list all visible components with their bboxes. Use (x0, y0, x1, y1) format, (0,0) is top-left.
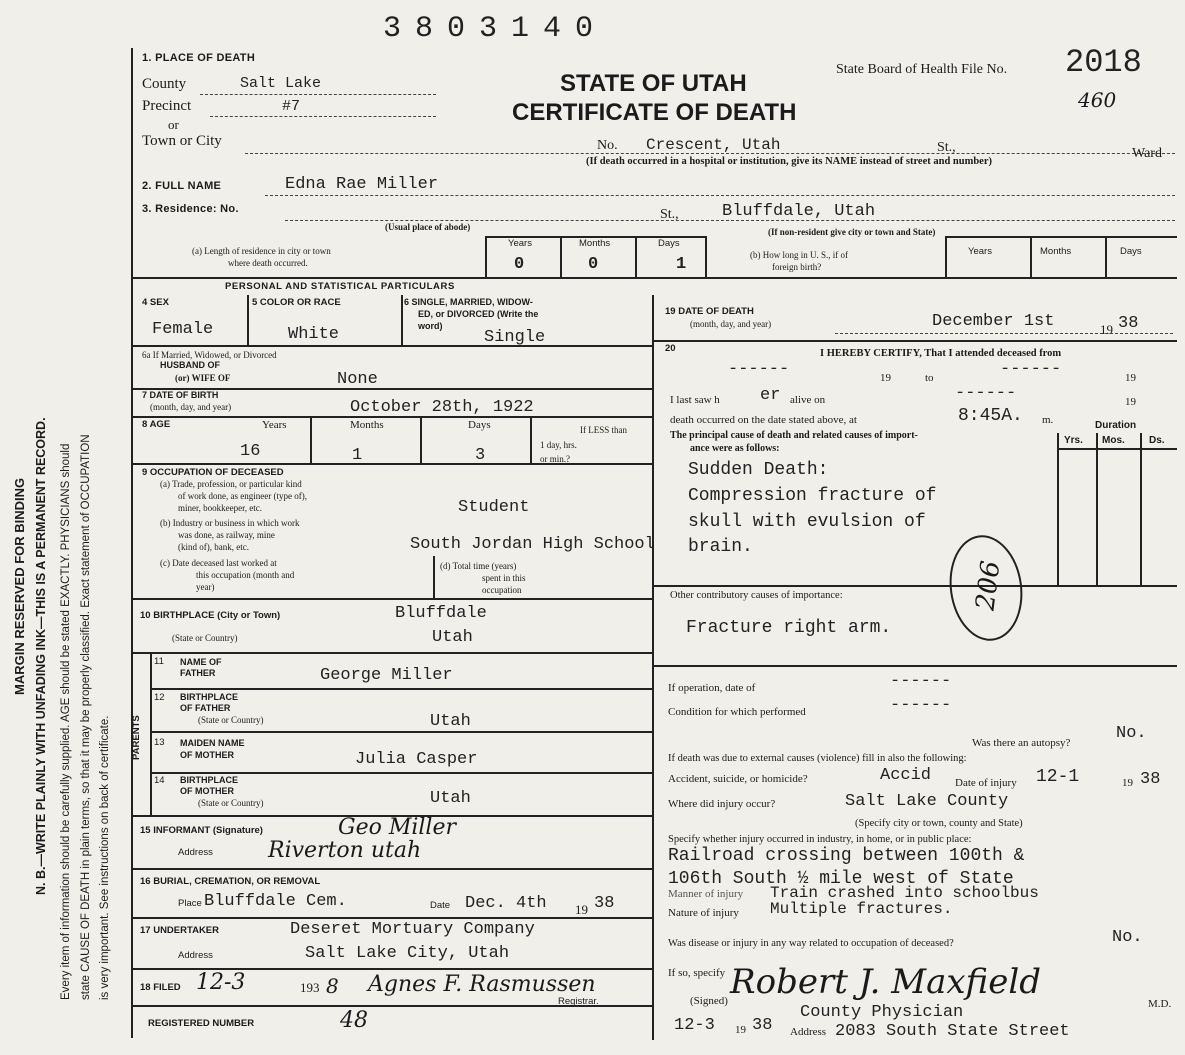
mother-birthplace: Utah (430, 789, 471, 808)
dob-label-a: 7 DATE OF BIRTH (142, 390, 219, 400)
town-no-label: No. (597, 138, 618, 153)
right-row-causes (652, 585, 1177, 587)
physician-title: County Physician (800, 1003, 964, 1022)
marital-value: Single (484, 328, 546, 347)
contrib-label: Other contributory causes of importance: (670, 590, 843, 601)
spouse-label-b: HUSBAND OF (160, 360, 220, 370)
residence-value: Bluffdale, Utah (722, 202, 876, 221)
residence-box-4 (705, 236, 707, 277)
margin-binding-note: MARGIN RESERVED FOR BINDING (12, 477, 27, 695)
left-row-age (131, 463, 652, 465)
outer-left-border (131, 48, 133, 1038)
industry-label-a: (b) Industry or business in which work (160, 518, 300, 528)
mother-label-b: OF MOTHER (180, 750, 234, 760)
mbp-label-a: BIRTHPLACE (180, 775, 238, 785)
operation-label: If operation, date of (668, 682, 756, 694)
res-days: 1 (676, 255, 687, 274)
spouse-value: None (337, 370, 378, 389)
burial-place-label: Place (178, 898, 202, 909)
age-months-label: Months (350, 419, 384, 431)
dob-label-b: (month, day, and year) (150, 402, 232, 412)
mother-value: Julia Casper (355, 750, 478, 769)
death-time: 8:45A. (958, 406, 1023, 426)
death-at-label: death occurred on the date stated above, at (670, 414, 857, 426)
right-row-contrib (652, 665, 1177, 667)
last-worked-c: year) (196, 582, 215, 592)
or-label: or (168, 117, 179, 132)
operation-value: ------ (890, 672, 952, 691)
nonres-note: (If non-resident give city or town and State) (768, 227, 936, 237)
duration-yrs: Yrs. (1064, 435, 1083, 446)
center-divider (652, 295, 654, 1040)
informant-label: 15 INFORMANT (Signature) (140, 825, 263, 836)
state-title: STATE OF UTAH (560, 70, 747, 97)
injury-year-prefix: 19 (1122, 777, 1133, 789)
nature-label: Nature of injury (668, 907, 739, 919)
file-number: 2018 (1065, 44, 1142, 81)
duration-col-3 (1140, 433, 1142, 585)
autopsy-label: Was there an autopsy? (972, 737, 1071, 749)
where-value: Salt Lake County (845, 792, 1009, 811)
signed-label: (Signed) (690, 995, 728, 1007)
dod-year-prefix: 19 (1100, 322, 1113, 337)
accident-label: Accident, suicide, or homicide? (668, 773, 808, 785)
burial-year-prefix: 19 (575, 902, 588, 917)
burial-label: 16 BURIAL, CREMATION, OR REMOVAL (140, 876, 321, 887)
sex-label: 4 SEX (142, 297, 169, 308)
injury-date: 12-1 (1036, 767, 1080, 787)
foreign-months-label: Months (1040, 246, 1072, 257)
county-line (200, 94, 436, 95)
if-so-label: If so, specify (668, 967, 726, 979)
circled-code-text: 206 (970, 559, 1007, 613)
circled-code (943, 531, 1029, 646)
personal-top-rule (131, 277, 1177, 279)
undertaker-label: 17 UNDERTAKER (140, 925, 220, 936)
less-label-b: 1 day, hrs. (540, 440, 577, 450)
residence-st-label: St., (660, 207, 679, 222)
attended-to: to (925, 372, 934, 384)
last-worked-b: this occupation (month and (196, 570, 295, 580)
marital-label-c: word) (418, 321, 443, 331)
county-value: Salt Lake (240, 75, 322, 92)
town-label: Town or City (142, 133, 222, 149)
age-col-1 (310, 416, 312, 463)
accident-value: Accid (880, 766, 932, 785)
less-label-c: or min.? (540, 454, 570, 464)
file-sub-number: 460 (1078, 88, 1117, 112)
birthplace-city: Bluffdale (395, 604, 487, 623)
age-years-label: Years (262, 419, 287, 431)
occupation-label-a: 9 OCCUPATION OF DECEASED (142, 467, 284, 478)
residence-box-1 (485, 236, 487, 277)
undertaker-address: Salt Lake City, Utah (305, 944, 510, 963)
full-name-value: Edna Rae Miller (285, 175, 439, 194)
mbp-label-c: (State or Country) (198, 798, 264, 808)
left-row-burial (131, 917, 652, 919)
sex-value: Female (152, 320, 214, 339)
race-label: 5 COLOR OR RACE (252, 297, 341, 308)
dod-value: December 1st (932, 312, 1055, 331)
attended-to-value: ------ (1000, 360, 1062, 379)
foreign-box-1 (945, 236, 947, 277)
precinct-value: #7 (282, 98, 301, 115)
left-row-birthplace (131, 652, 652, 654)
fbp-label-a: BIRTHPLACE (180, 692, 238, 702)
age-days-label: Days (468, 419, 491, 431)
physician-address: 2083 South State Street (835, 1022, 1070, 1041)
external-label: If death was due to external causes (violence) fill in also the following: (668, 753, 967, 764)
town-value: Crescent, Utah (646, 136, 781, 154)
contrib-value: Fracture right arm. (686, 618, 892, 638)
duration-label: Duration (1095, 420, 1137, 431)
res-years-label: Years (508, 238, 532, 249)
margin-ink-note: N. B.—WRITE PLAINLY WITH UNFADING INK—THIS IS A PERMANENT RECORD. (34, 417, 48, 895)
occ-related-label: Was disease or injury in any way related to occupation of deceased? (668, 938, 954, 949)
foreign-years-label: Years (968, 246, 992, 257)
manner-value: Train crashed into schoolbus (770, 884, 1039, 902)
parents-column (150, 652, 152, 815)
cause-line-1: Sudden Death: (688, 460, 829, 480)
foreign-label-b: foreign birth? (772, 262, 822, 272)
parents-vertical-label: PARENTS (131, 715, 142, 760)
dod-label-b: (month, day, and year) (690, 319, 772, 329)
cause-line-2: Compression fracture of (688, 486, 937, 506)
marital-label-b: ED, or DIVORCED (Write the (418, 309, 539, 319)
left-row-informant (131, 868, 652, 870)
condition-value: ------ (890, 696, 952, 715)
registrar-signature: Agnes F. Rasmussen (368, 972, 596, 997)
marital-label-a: 6 SINGLE, MARRIED, WIDOW- (404, 297, 533, 307)
serial-number: 3803140 (383, 12, 608, 46)
residence-box-3 (635, 236, 637, 277)
registered-number: 48 (340, 1008, 368, 1033)
fbp-label-c: (State or Country) (198, 715, 264, 725)
age-months: 1 (352, 446, 363, 465)
dod-label-a: 19 DATE OF DEATH (665, 306, 754, 317)
duration-ds: Ds. (1149, 435, 1165, 446)
informant-address: Riverton utah (268, 838, 422, 863)
specify-label: Specify whether injury occurred in industry, in home, or in public place: (668, 834, 972, 845)
residence-label: 3. Residence: No. (142, 203, 239, 215)
where-label: Where did injury occur? (668, 798, 776, 810)
place-section-label: 1. PLACE OF DEATH (142, 52, 256, 64)
precinct-line (210, 116, 436, 117)
burial-year: 38 (594, 894, 615, 913)
margin-instructions-2: state CAUSE OF DEATH in plain terms, so that it may be properly classified. Exact statement of OCCUPATION (80, 434, 92, 1000)
undertaker-name: Deseret Mortuary Company (290, 920, 535, 939)
industry-label-c: (kind of), bank, etc. (178, 542, 249, 552)
undertaker-address-label: Address (178, 950, 213, 961)
left-row-sex (131, 345, 652, 347)
condition-label: Condition for which performed (668, 706, 806, 718)
res-months: 0 (588, 255, 599, 274)
town-line (245, 153, 1175, 154)
manner-label: Manner of injury (668, 888, 744, 900)
injury-place-2: 106th South ½ mile west of State (668, 869, 1014, 889)
left-row-occ (131, 598, 652, 600)
occupation-label-c: of work done, as engineer (type of), (178, 491, 307, 501)
age-days: 3 (475, 446, 486, 465)
race-value: White (288, 325, 340, 344)
age-col-2 (420, 416, 422, 463)
industry-value: South Jordan High School (410, 535, 655, 554)
duration-row (1057, 448, 1177, 450)
registered-number-label: REGISTERED NUMBER (148, 1018, 255, 1029)
alive-on-value: ------ (955, 384, 1017, 403)
burial-place: Bluffdale Cem. (204, 892, 347, 911)
certificate-date: 12-3 (674, 1016, 715, 1035)
filed-year-prefix: 193 (300, 980, 320, 995)
cert-year: 38 (752, 1016, 773, 1035)
dob-value: October 28th, 1922 (350, 398, 534, 417)
col-race-divider (401, 295, 403, 345)
res-days-label: Days (658, 238, 680, 249)
last-saw-er: er (760, 386, 781, 405)
injury-date-label: Date of injury (955, 777, 1017, 789)
n13: 13 (154, 737, 165, 748)
alive-19: 19 (1125, 396, 1136, 408)
address-label: Address (790, 1026, 827, 1038)
filed-date: 12-3 (196, 970, 246, 995)
death-time-m: m. (1042, 414, 1054, 426)
cause-label-a: The principal cause of death and related causes of import- (670, 430, 918, 441)
dod-year: 38 (1118, 314, 1139, 333)
occ-divider (433, 556, 435, 598)
foreign-box-top (945, 236, 1177, 238)
dod-line (835, 333, 1173, 334)
n14: 14 (154, 775, 165, 786)
occupation-label-d: miner, bookkeeper, etc. (178, 503, 262, 513)
burial-date-label: Date (430, 900, 451, 911)
less-label-a: If LESS than (580, 425, 627, 435)
ward-label: Ward (1132, 146, 1162, 161)
cause-label-b: ance were as follows: (690, 443, 780, 454)
physician-signature: Robert J. Maxfield (730, 962, 1041, 1002)
alive-on-label: alive on (790, 394, 826, 406)
foreign-label-a: (b) How long in U. S., if of (750, 250, 848, 260)
md-label: M.D. (1148, 998, 1172, 1010)
left-row-father (150, 688, 652, 690)
age-col-3 (530, 416, 532, 463)
last-saw-label: I last saw h (670, 394, 720, 406)
last-worked-a: (c) Date deceased last worked at (160, 558, 277, 568)
n20: 20 (665, 343, 676, 354)
total-time-a: (d) Total time (years) (440, 561, 517, 571)
age-label: 8 AGE (142, 419, 171, 430)
residence-line (285, 220, 1175, 221)
informant-address-label: Address (178, 847, 213, 858)
margin-instructions-3: is very important. See instructions on back of certificate. (99, 715, 111, 1000)
col-sex-divider (247, 295, 249, 345)
occ-related-value: No. (1112, 928, 1143, 947)
full-name-label: 2. FULL NAME (142, 180, 222, 192)
mother-label-a: MAIDEN NAME (180, 738, 245, 748)
certify-text: I HEREBY CERTIFY, That I attended deceased from (820, 348, 1062, 359)
foreign-box-3 (1105, 236, 1107, 277)
attended-19b: 19 (1125, 372, 1136, 384)
foreign-box-2 (1030, 236, 1032, 277)
margin-instructions-1: Every item of information should be carefully supplied. AGE should be stated EXACTLY. PHYSICIANS should (60, 443, 72, 1000)
spouse-label-a: 6a If Married, Widowed, or Divorced (142, 350, 277, 360)
certificate-title: CERTIFICATE OF DEATH (512, 99, 797, 126)
res-months-label: Months (579, 238, 611, 249)
spouse-label-c: (or) WIFE OF (175, 373, 231, 383)
full-name-line (265, 195, 1175, 196)
total-time-b: spent in this (482, 573, 526, 583)
town-st-label: St., (937, 140, 956, 155)
right-row-dod (652, 340, 1177, 342)
injury-year: 38 (1140, 770, 1161, 789)
nature-value: Multiple fractures. (770, 900, 953, 918)
residence-box-2 (560, 236, 562, 277)
where-note: (Specify city or town, county and State) (855, 818, 1023, 829)
father-label-b: FATHER (180, 668, 216, 678)
cause-line-3: skull with evulsion of (688, 512, 926, 532)
burial-date: Dec. 4th (465, 894, 547, 913)
duration-mos: Mos. (1102, 435, 1125, 446)
father-value: George Miller (320, 666, 453, 685)
birthplace-label-b: (State or Country) (172, 633, 238, 643)
n11: 11 (154, 656, 164, 667)
attended-from: ------ (728, 360, 790, 379)
cert-year-prefix: 19 (735, 1024, 746, 1036)
injury-place-1: Railroad crossing between 100th & (668, 846, 1025, 866)
n12: 12 (154, 692, 165, 703)
filed-year: 8 (326, 974, 339, 998)
age-years: 16 (240, 442, 261, 461)
abode-note: (Usual place of abode) (385, 222, 471, 232)
filed-label: 18 FILED (140, 982, 181, 993)
hospital-note: (If death occurred in a hospital or institution, give its NAME instead of street and number) (586, 156, 993, 167)
birthplace-label-a: 10 BIRTHPLACE (City or Town) (140, 610, 281, 621)
county-label: County (142, 76, 187, 92)
birthplace-state: Utah (432, 628, 473, 647)
duration-col-2 (1096, 433, 1098, 585)
left-row-mother (150, 772, 652, 774)
left-row-fbp (150, 731, 652, 733)
attended-19a: 19 (880, 372, 891, 384)
personal-heading: PERSONAL AND STATISTICAL PARTICULARS (225, 281, 455, 292)
informant-signature: Geo Miller (338, 815, 457, 840)
occupation-value: Student (458, 498, 530, 517)
father-label-a: NAME OF (180, 657, 222, 667)
precinct-label: Precinct (142, 98, 192, 114)
autopsy-value: No. (1116, 724, 1147, 743)
industry-label-b: was done, as railway, mine (178, 530, 275, 540)
total-time-c: occupation (482, 585, 522, 595)
occupation-label-b: (a) Trade, profession, or particular kind (160, 479, 302, 489)
cause-line-4: brain. (688, 537, 753, 557)
duration-col-1 (1057, 433, 1059, 585)
foreign-days-label: Days (1120, 246, 1142, 257)
fbp-label-b: OF FATHER (180, 703, 231, 713)
res-years: 0 (514, 255, 525, 274)
father-birthplace: Utah (430, 712, 471, 731)
mbp-label-b: OF MOTHER (180, 786, 234, 796)
length-label-b: where death occurred. (228, 258, 308, 268)
length-label-a: (a) Length of residence in city or town (192, 246, 331, 256)
file-number-label: State Board of Health File No. (836, 62, 1008, 77)
registrar-label: Registrar. (558, 996, 599, 1007)
